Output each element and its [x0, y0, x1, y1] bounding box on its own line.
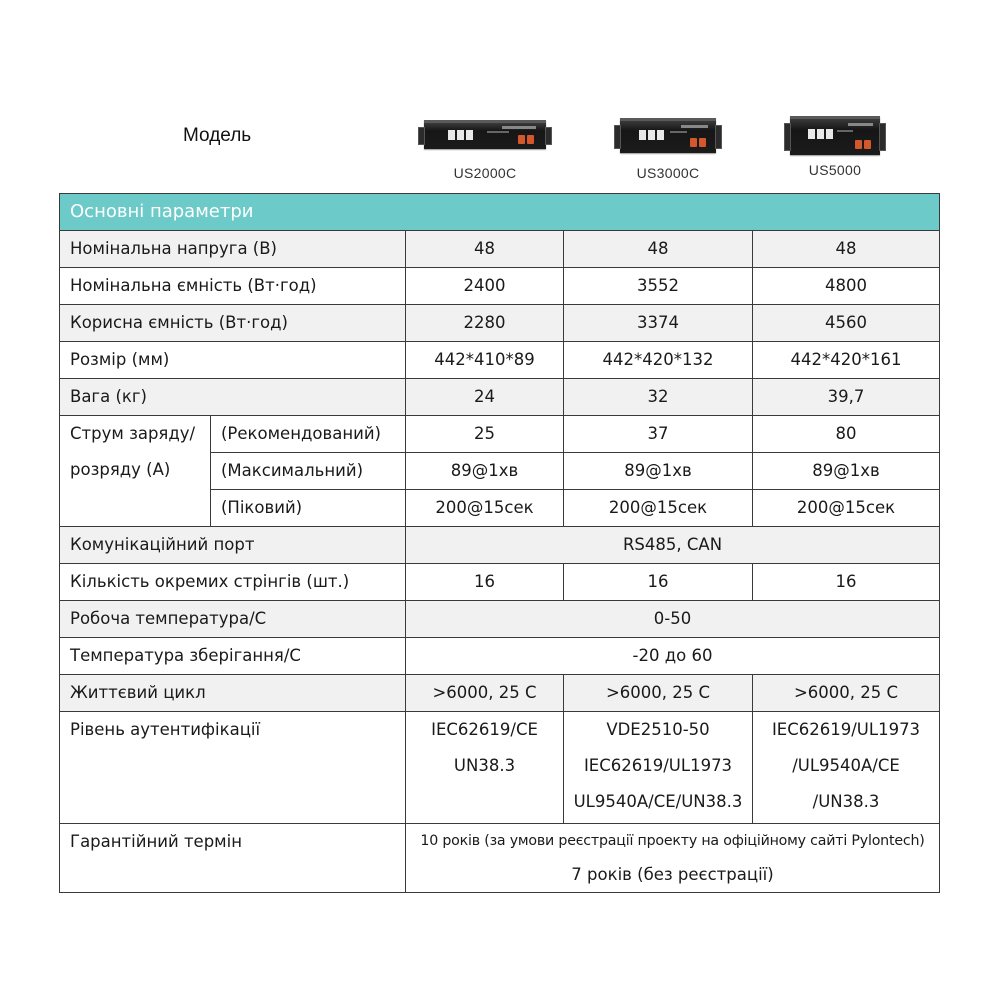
cell-us2000c: 442*410*89: [406, 342, 564, 379]
model-label: Модель: [183, 125, 252, 146]
cell-us2000c: 48: [406, 231, 564, 268]
cell-all-models: 0-50: [406, 601, 940, 638]
row-label: Номінальна ємність (Вт·год): [60, 268, 406, 305]
row-label: Рівень аутентифікації: [60, 712, 406, 824]
cell-us2000c: 2280: [406, 305, 564, 342]
cert-line: VDE2510-50: [606, 720, 710, 739]
battery-module-image: [790, 116, 880, 155]
warranty-line-registered: 10 років (за умови реєстрації проекту на офіційному сайті Pylontech): [420, 833, 925, 849]
table-row-operating-temp: [60, 601, 940, 638]
cell-us3000c: 442*420*132: [564, 342, 753, 379]
cell-us3000c: 48: [564, 231, 753, 268]
table-row-cycle-life: [60, 675, 940, 712]
section-title: Основні параметри: [60, 194, 940, 231]
row-label: Корисна ємність (Вт·год): [60, 305, 406, 342]
cell-us2000c: >6000, 25 C: [406, 675, 564, 712]
battery-module-image: [424, 120, 546, 149]
cell-us5000: 80: [753, 416, 940, 453]
cell-us5000: 442*420*161: [753, 342, 940, 379]
product-name: US2000C: [453, 165, 517, 181]
product-us5000: [755, 116, 915, 178]
cell-us3000c: 16: [564, 564, 753, 601]
table-row-usable-capacity: [60, 305, 940, 342]
cell-us2000c: 25: [406, 416, 564, 453]
row-label-line: розряду (А): [70, 460, 171, 479]
row-label: Кількість окремих стрінгів (шт.): [60, 564, 406, 601]
row-label-line: Струм заряду/: [70, 424, 196, 443]
cert-line: IEC62619/UL1973: [583, 756, 733, 775]
cell-all-models: -20 до 60: [406, 638, 940, 675]
row-label: Комунікаційний порт: [60, 527, 406, 564]
cell-us3000c: 89@1хв: [564, 453, 753, 490]
table-row-storage-temp: [60, 638, 940, 675]
cell-us3000c: [564, 712, 753, 824]
cell-us3000c: 200@15сек: [564, 490, 753, 527]
table-row-certification: [60, 712, 940, 824]
battery-module-image: [620, 118, 716, 153]
row-label: Розмір (мм): [60, 342, 406, 379]
cell-us5000: 39,7: [753, 379, 940, 416]
table-row-strings: [60, 564, 940, 601]
row-label: Гарантійний термін: [60, 824, 406, 893]
cert-line: IEC62619/CE: [431, 720, 538, 739]
cell-us3000c: >6000, 25 C: [564, 675, 753, 712]
row-label: Температура зберігання/С: [60, 638, 406, 675]
cell-us5000: 4560: [753, 305, 940, 342]
cell-us3000c: 3374: [564, 305, 753, 342]
cert-line: UL9540A/CE/UN38.3: [573, 792, 743, 811]
cell-us5000: >6000, 25 C: [753, 675, 940, 712]
cell-all-models: RS485, CAN: [406, 527, 940, 564]
cell-us3000c: 3552: [564, 268, 753, 305]
product-us3000c: [588, 118, 748, 181]
cell-us5000: 4800: [753, 268, 940, 305]
table-row-weight: [60, 379, 940, 416]
cell-us3000c: 37: [564, 416, 753, 453]
row-label-current: [60, 416, 211, 527]
product-name: US3000C: [636, 165, 700, 181]
cert-line: UN38.3: [453, 756, 516, 775]
cert-line: /UN38.3: [812, 792, 880, 811]
spec-table: [59, 193, 940, 893]
table-row-dimensions: [60, 342, 940, 379]
product-us2000c: [405, 120, 565, 181]
section-header-row: [60, 194, 940, 231]
row-label: Робоча температура/С: [60, 601, 406, 638]
cell-us2000c: 2400: [406, 268, 564, 305]
cell-us5000: [753, 712, 940, 824]
table-row-current-recommended: [60, 416, 940, 453]
product-name: US5000: [808, 162, 862, 178]
row-label: Життєвий цикл: [60, 675, 406, 712]
cell-us2000c: [406, 712, 564, 824]
cert-line: IEC62619/UL1973: [771, 720, 921, 739]
cell-all-models: [406, 824, 940, 893]
warranty-line-unregistered: 7 років (без реєстрації): [571, 865, 774, 884]
row-label: Номінальна напруга (В): [60, 231, 406, 268]
cell-us5000: 48: [753, 231, 940, 268]
sub-label: (Рекомендований): [211, 416, 406, 453]
cell-us2000c: 16: [406, 564, 564, 601]
cell-us5000: 89@1хв: [753, 453, 940, 490]
cell-us2000c: 89@1хв: [406, 453, 564, 490]
cell-us5000: 200@15сек: [753, 490, 940, 527]
cell-us5000: 16: [753, 564, 940, 601]
cell-us2000c: 24: [406, 379, 564, 416]
table-row-comm-port: [60, 527, 940, 564]
row-label: Вага (кг): [60, 379, 406, 416]
cell-us3000c: 32: [564, 379, 753, 416]
cell-us2000c: 200@15сек: [406, 490, 564, 527]
table-row-warranty: [60, 824, 940, 893]
table-row-nominal-capacity: [60, 268, 940, 305]
sub-label: (Максимальний): [211, 453, 406, 490]
cert-line: /UL9540A/CE: [792, 756, 900, 775]
sub-label: (Піковий): [211, 490, 406, 527]
table-row-nominal-voltage: [60, 231, 940, 268]
